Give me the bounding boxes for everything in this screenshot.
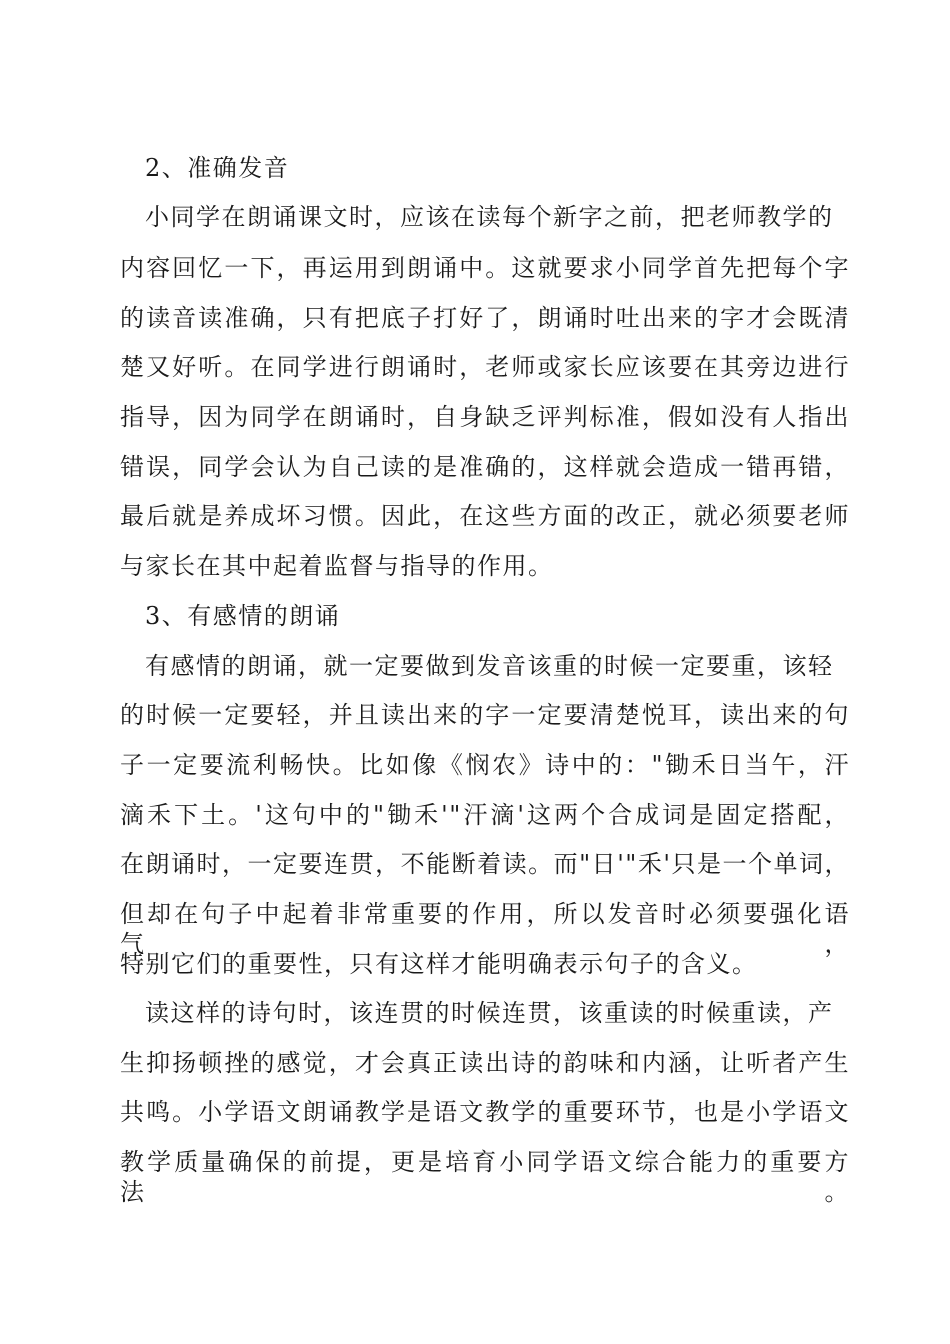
paragraph-line: 最后就是养成坏习惯。因此，在这些方面的改正，就必须要老师 [120,502,850,530]
paragraph-line: 楚又好听。在同学进行朗诵时，老师或家长应该要在其旁边进行 [120,353,850,381]
paragraph-line: 内容回忆一下，再运用到朗诵中。这就要求小同学首先把每个字 [120,254,850,282]
paragraph-line: 小同学在朗诵课文时，应该在读每个新字之前，把老师教学的 [145,203,834,231]
paragraph-line: 有感情的朗诵，就一定要做到发音该重的时候一定要重，该轻 [145,652,834,680]
paragraph-line: 指导，因为同学在朗诵时，自身缺乏评判标准，假如没有人指出 [120,403,850,431]
section-heading-emotional-reading: 3、有感情的朗诵 [145,602,341,630]
section-heading-pronunciation: 2、准确发音 [145,154,290,182]
paragraph-line: 滴禾下土。'这句中的"锄禾'"汗滴'这两个合成词是固定搭配， [120,801,850,829]
paragraph-line: 生抑扬顿挫的感觉，才会真正读出诗的韵味和内涵，让听者产生 [120,1049,850,1077]
paragraph-line: 教学质量确保的前提，更是培育小同学语文综合能力的重要方法。 [120,1148,850,1206]
paragraph-line: 读这样的诗句时，该连贯的时候连贯，该重读的时候重读，产 [145,999,834,1027]
paragraph-line: 与家长在其中起着监督与指导的作用。 [120,552,554,580]
paragraph-line: 共鸣。小学语文朗诵教学是语文教学的重要环节，也是小学语文 [120,1098,850,1126]
paragraph-line: 错误，同学会认为自己读的是准确的，这样就会造成一错再错， [120,453,850,481]
paragraph-line: 在朗诵时，一定要连贯，不能断着读。而"日'"禾'只是一个单词， [120,850,850,878]
paragraph-line: 的读音读准确，只有把底子打好了，朗诵时吐出来的字才会既清 [120,304,850,332]
paragraph-line: 的时候一定要轻，并且读出来的字一定要清楚悦耳，读出来的句 [120,701,850,729]
paragraph-line: 特别它们的重要性，只有这样才能明确表示句子的含义。 [120,950,758,978]
paragraph-line: 但却在句子中起着非常重要的作用，所以发音时必须要强化语气， [120,900,850,958]
paragraph-line: 子一定要流利畅快。比如像《悯农》诗中的："锄禾日当午，汗 [120,751,850,779]
